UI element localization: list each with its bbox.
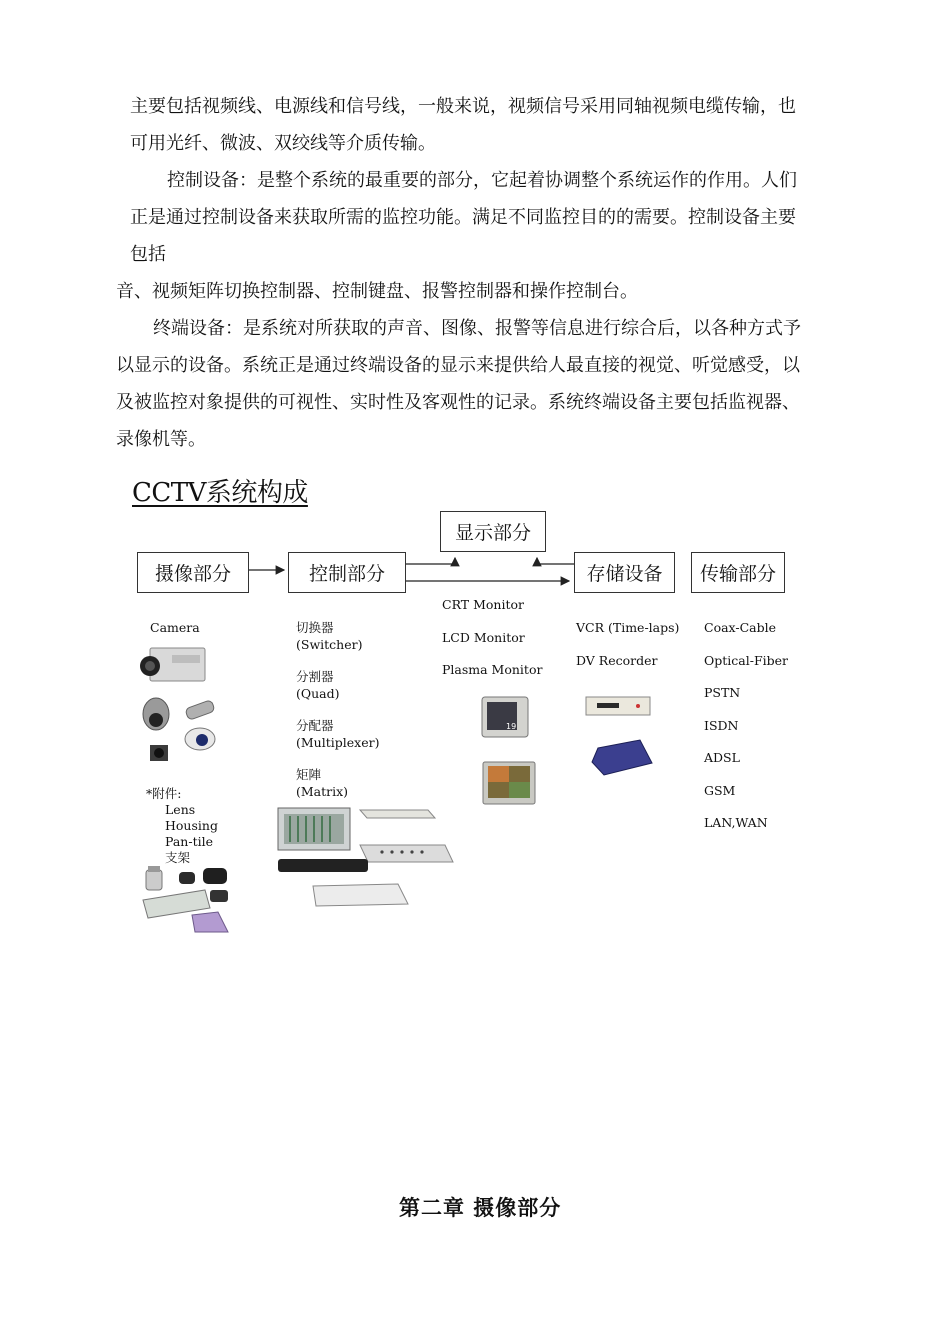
- paragraph-4-line-3: 及被监控对象提供的可视性、实时性及客观性的记录。系统终端设备主要包括监视器、: [116, 392, 800, 413]
- transmission-item: Coax-Cable: [704, 620, 777, 635]
- accessory-item: Pan-tile: [165, 834, 213, 849]
- storage-item: VCR (Time-laps): [576, 620, 680, 635]
- accessory-item: Lens: [165, 802, 196, 817]
- paragraph-2-line-1: 控制设备：是整个系统的最重要的部分，它起着协调整个系统运作的作用。人们: [167, 170, 797, 191]
- monitor-size-badge: 19: [506, 722, 517, 731]
- control-item-zh: 切换器: [296, 620, 334, 635]
- quad-device-icon: [360, 845, 453, 862]
- box-display-section: 显示部分: [440, 511, 546, 552]
- box-storage-section: 存储设备: [574, 552, 675, 593]
- display-item: CRT Monitor: [442, 597, 524, 612]
- chapter-title: 第二章 摄像部分: [399, 1195, 562, 1220]
- dv-recorder-icon: [592, 740, 652, 775]
- bracket-icon: [192, 912, 228, 932]
- box-control-section: 控制部分: [288, 552, 406, 593]
- box-camera-section: 摄像部分: [137, 552, 249, 593]
- storage-item: DV Recorder: [576, 653, 658, 668]
- transmission-item: ISDN: [704, 718, 739, 733]
- control-item-en: (Quad): [296, 686, 340, 701]
- paragraph-1-line-1: 主要包括视频线、电源线和信号线，一般来说，视频信号采用同轴视频电缆传输，也: [130, 96, 796, 117]
- accessories-heading: *附件:: [146, 786, 182, 801]
- paragraph-2-line-3: 包括: [130, 244, 166, 265]
- control-item-en: (Switcher): [296, 637, 363, 652]
- accessory-item: 支架: [165, 850, 191, 865]
- transmission-item: LAN,WAN: [704, 815, 768, 830]
- paragraph-4-line-4: 录像机等。: [116, 429, 206, 450]
- mini-dome-camera-icon: [185, 728, 215, 750]
- paragraph-3-line-1: 音、视频矩阵切换控制器、控制键盘、报警控制器和操作控制台。: [116, 281, 638, 302]
- accessory-item: Housing: [165, 818, 218, 833]
- display-item: Plasma Monitor: [442, 662, 543, 677]
- control-item-en: (Matrix): [296, 784, 349, 799]
- display-item: LCD Monitor: [442, 630, 525, 645]
- diagram-title: CCTV系统构成: [132, 478, 308, 508]
- multiplexer-device-icon: [313, 884, 408, 906]
- control-item-zh: 分割器: [296, 669, 334, 684]
- box-transmission-section: 传输部分: [691, 552, 785, 593]
- dome-camera-icon: [143, 698, 169, 730]
- transmission-item: Optical-Fiber: [704, 653, 788, 668]
- matrix-rack-icon: [278, 808, 350, 850]
- vcr-icon: [586, 697, 650, 715]
- lcd-monitor-icon: [483, 762, 535, 804]
- transmission-item: GSM: [704, 783, 736, 798]
- transmission-item: PSTN: [704, 685, 741, 700]
- paragraph-4-line-1: 终端设备：是系统对所获取的声音、图像、报警等信息进行综合后，以各种方式予: [153, 318, 801, 339]
- pan-tilt-icon: [146, 866, 162, 890]
- box-camera-icon: [140, 648, 205, 681]
- control-item-en: (Multiplexer): [296, 735, 380, 750]
- control-item-zh: 分配器: [296, 718, 334, 733]
- paragraph-1-line-2: 可用光纤、微波、双绞线等介质传输。: [130, 133, 436, 154]
- camera-heading: Camera: [150, 620, 200, 635]
- paragraph-4-line-2: 以显示的设备。系统正是通过终端设备的显示来提供给人最直接的视觉、听觉感受，以: [116, 355, 800, 376]
- keyboard-device-icon: [278, 859, 368, 872]
- control-item-zh: 矩陣: [296, 767, 322, 782]
- crt-monitor-icon: [482, 697, 528, 737]
- transmission-item: ADSL: [704, 750, 740, 765]
- switcher-device-icon: [360, 810, 435, 818]
- bullet-camera-icon: [185, 700, 215, 721]
- paragraph-2-line-2: 正是通过控制设备来获取所需的监控功能。满足不同监控目的的需要。控制设备主要: [130, 207, 796, 228]
- board-camera-icon: [150, 745, 168, 761]
